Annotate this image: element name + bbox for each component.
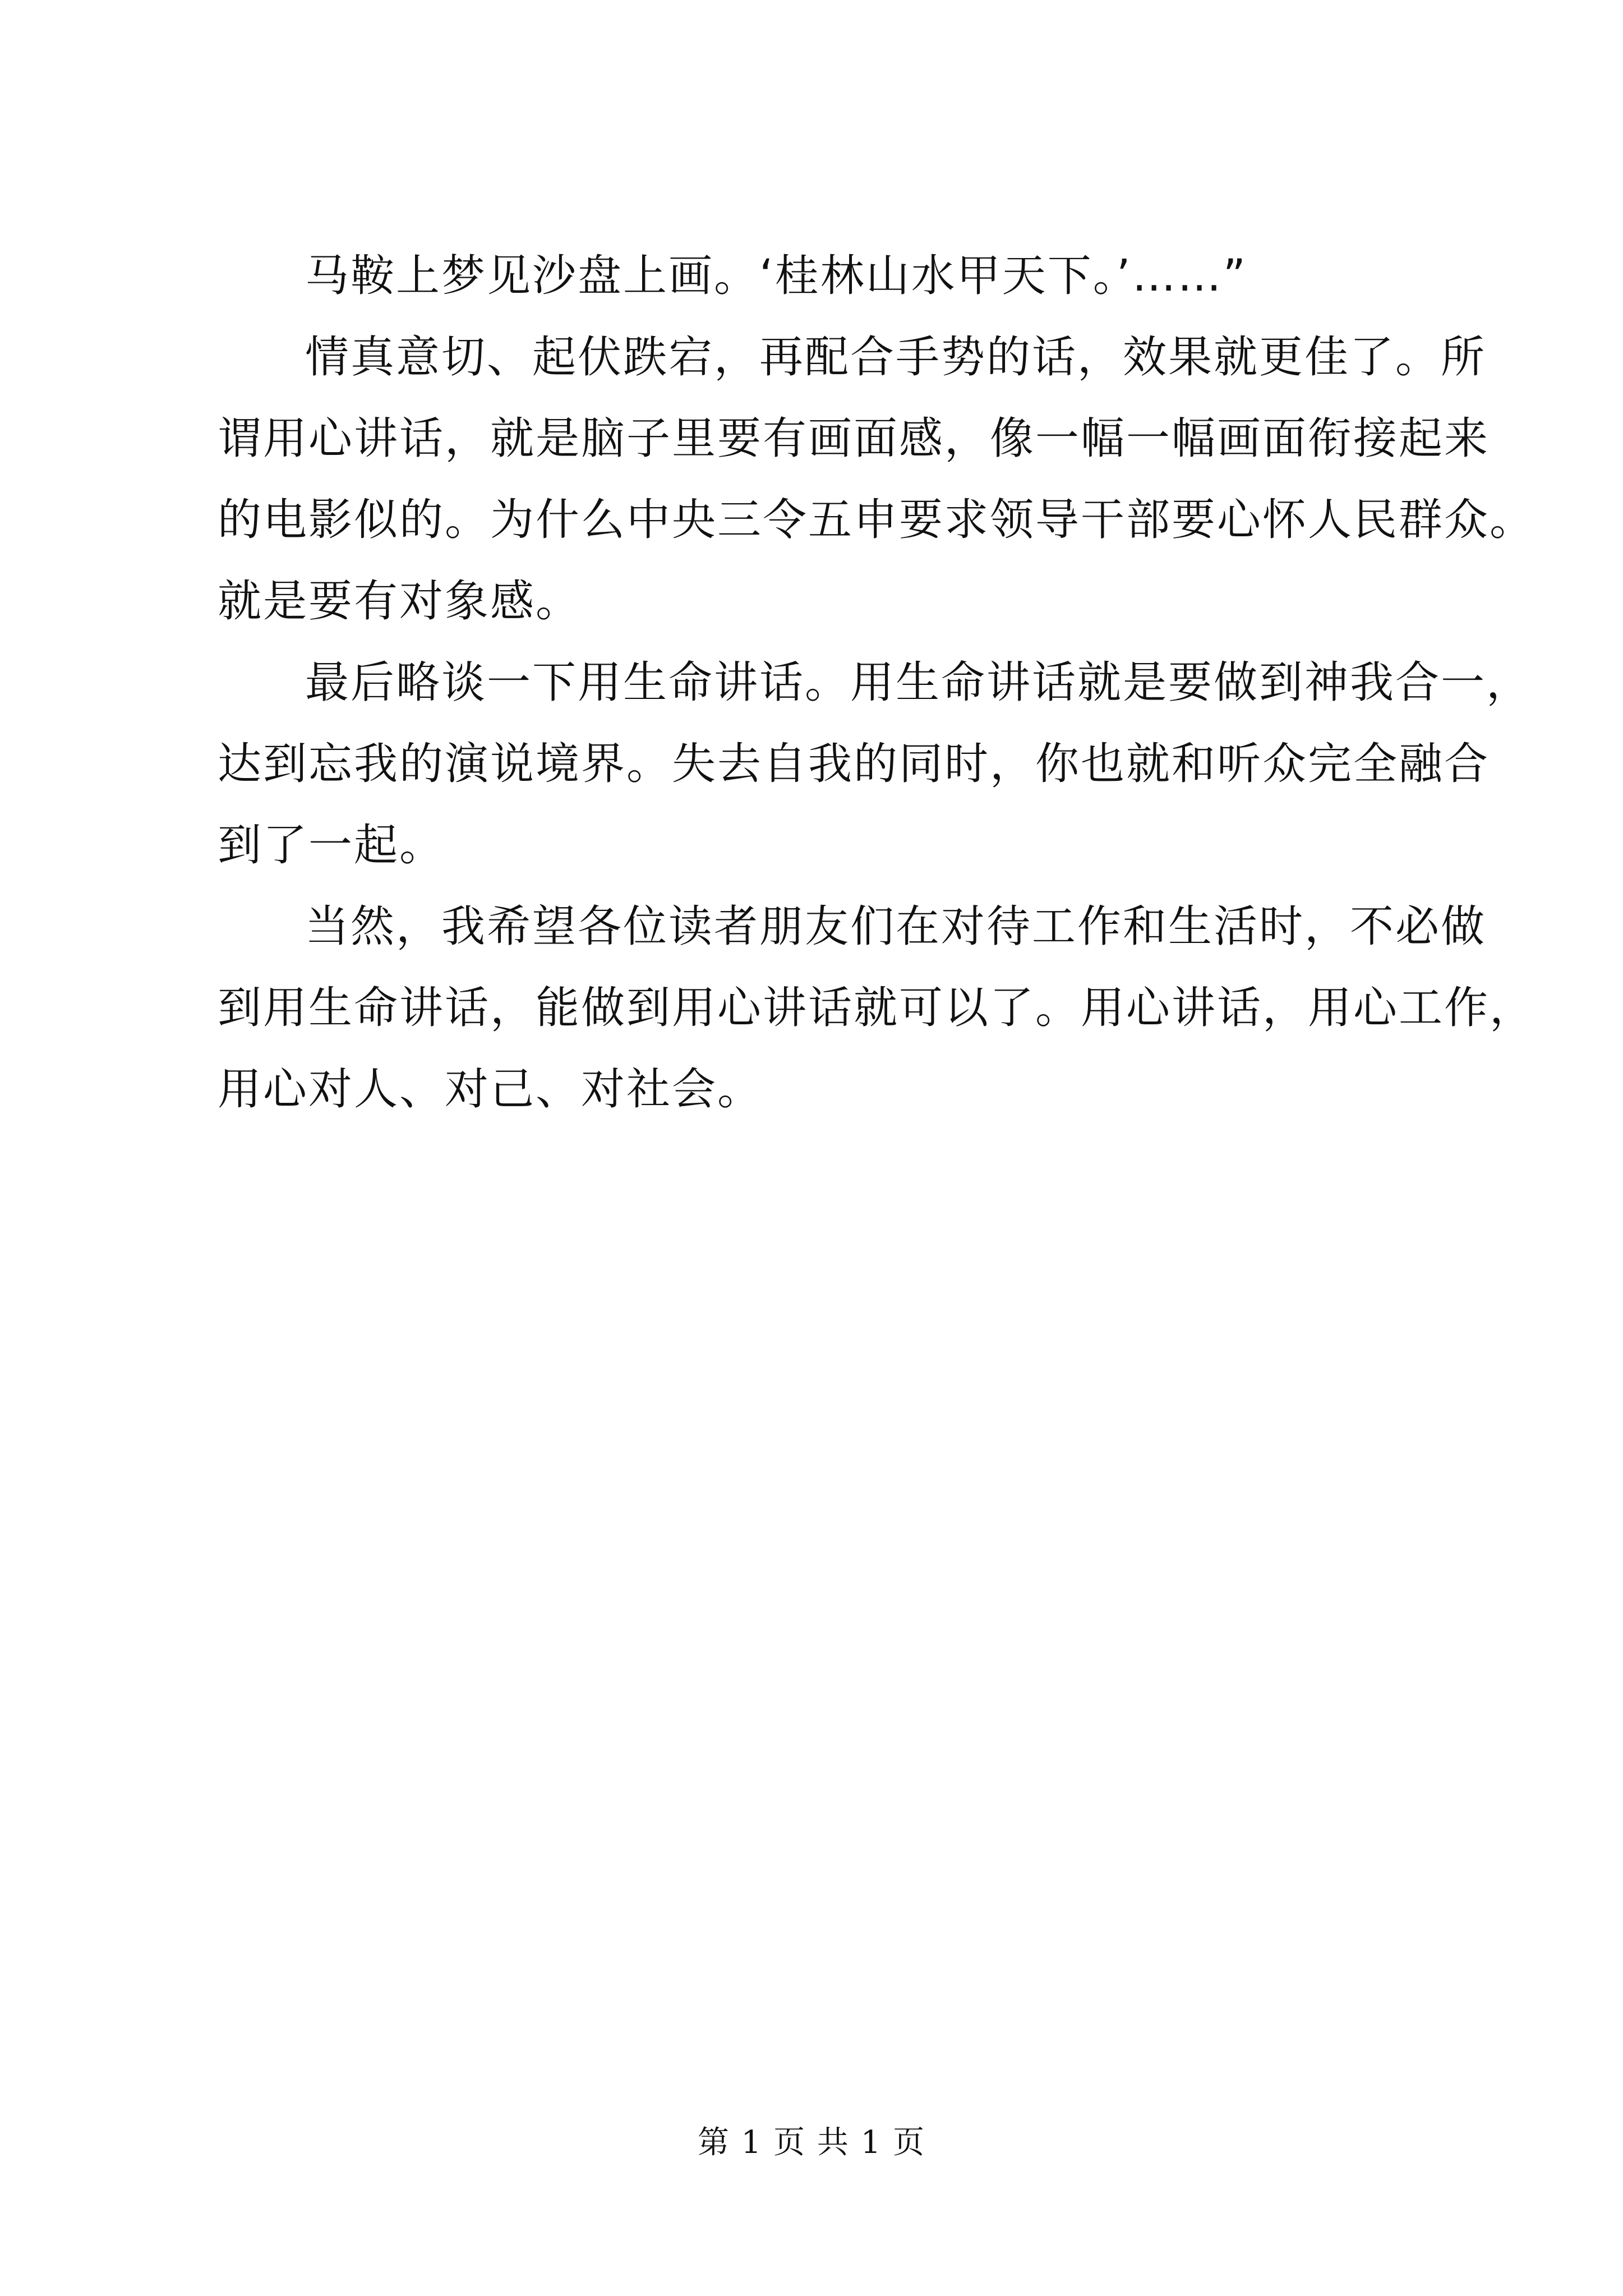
- text-line: 情真意切、起伏跌宕，再配合手势的话，效果就更佳了。所: [305, 332, 1487, 383]
- page-footer: 第 1 页 共 1 页: [697, 2124, 926, 2161]
- text-line: 的电影似的。为什么中央三令五申要求领导干部要心怀人民群众。: [218, 495, 1536, 545]
- text-line: 达到忘我的演说境界。失去自我的同时，你也就和听众完全融合: [218, 739, 1490, 789]
- text-line: 就是要有对象感。: [218, 576, 582, 627]
- text-line: 到用生命讲话，能做到用心讲话就可以了。用心讲话，用心工作，: [218, 983, 1536, 1033]
- text-line: 谓用心讲话，就是脑子里要有画面感，像一幅一幅画面衔接起来: [218, 413, 1490, 464]
- text-line: 马鞍上梦见沙盘上画。‘桂林山水甲天下。’……”: [305, 251, 1247, 301]
- text-line: 最后略谈一下用生命讲话。用生命讲话就是要做到神我合一，: [305, 657, 1532, 708]
- text-line: 当然，我希望各位读者朋友们在对待工作和生活时，不必做: [305, 901, 1487, 952]
- document-body: [218, 236, 1536, 1130]
- text-line: 用心对人、对己、对社会。: [218, 1064, 763, 1115]
- text-line: 到了一起。: [218, 820, 445, 871]
